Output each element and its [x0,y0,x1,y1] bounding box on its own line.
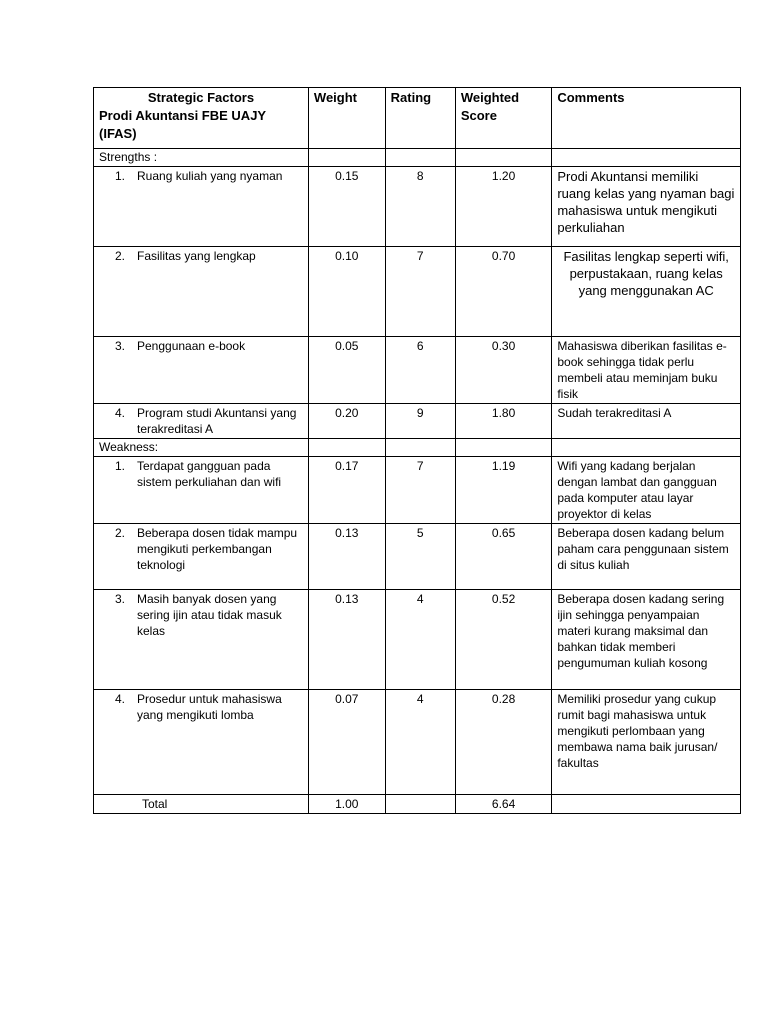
rating-value: 9 [385,404,455,439]
rating-value: 8 [385,167,455,247]
factor-text: Program studi Akuntansi yang terakreditasi A [137,406,297,436]
weakness-label: Weakness: [94,439,309,457]
factor-text: Masih banyak dosen yang sering ijin atau tidak masuk kelas [137,592,282,638]
table-row [94,247,741,337]
weakness-section-row [94,439,741,457]
header-weighted-score: Weighted Score [455,88,552,149]
table-row [94,167,741,247]
factor-cell [94,167,309,247]
comment-text: Sudah terakreditasi A [552,404,741,439]
table-row [94,404,741,439]
table-row [94,590,741,690]
header-prodi: Prodi Akuntansi FBE UAJY [99,108,267,123]
rating-value: 4 [385,590,455,690]
item-number: 1. [114,169,125,183]
comment-text: Beberapa dosen kadang sering ijin sehingga penyampaian materi kurang maksimal dan bahkan tidak memberi pengumuman kuliah kosong [552,590,741,690]
factor-text: Penggunaan e-book [137,339,246,353]
factor-text: Ruang kuliah yang nyaman [137,169,283,183]
item-number: 4. [114,406,125,420]
weight-value: 0.20 [308,404,385,439]
factor-cell [94,247,309,337]
weight-value: 0.15 [308,167,385,247]
weight-value: 0.17 [308,457,385,524]
item-number: 2. [114,249,125,263]
rating-value: 7 [385,457,455,524]
table-row [94,337,741,404]
comment-text: Wifi yang kadang berjalan dengan lambat dan gangguan pada komputer atau layar proyektor di kelas [552,457,741,524]
comment-text: Prodi Akuntansi memiliki ruang kelas yang nyaman bagi mahasiswa untuk mengikuti perkuliahan [552,167,741,247]
rating-value: 5 [385,524,455,590]
score-value: 0.30 [455,337,552,404]
score-value: 1.19 [455,457,552,524]
weight-value: 0.10 [308,247,385,337]
header-comments: Comments [552,88,741,149]
total-label: Total [94,795,309,814]
factor-text: Fasilitas yang lengkap [137,249,256,263]
ifas-table [93,87,741,814]
factor-cell [94,337,309,404]
score-value: 0.65 [455,524,552,590]
table-row [94,524,741,590]
factor-cell [94,457,309,524]
factor-cell [94,404,309,439]
factor-cell [94,690,309,795]
item-number: 3. [114,339,125,353]
factor-text: Prosedur untuk mahasiswa yang mengikuti lomba [137,692,282,722]
table-row [94,457,741,524]
header-ifas: (IFAS) [99,126,137,141]
factor-text: Beberapa dosen tidak mampu mengikuti perkembangan teknologi [137,526,298,572]
table-row [94,690,741,795]
weight-value: 0.05 [308,337,385,404]
comment-text: Beberapa dosen kadang belum paham cara penggunaan sistem di situs kuliah [552,524,741,590]
item-number: 4. [114,692,125,706]
weight-value: 0.13 [308,524,385,590]
rating-value: 4 [385,690,455,795]
weight-value: 0.07 [308,690,385,795]
strengths-label: Strengths : [94,149,309,167]
score-value: 0.52 [455,590,552,690]
factor-text: Terdapat gangguan pada sistem perkuliahan dan wifi [137,459,282,489]
score-value: 0.70 [455,247,552,337]
header-rating: Rating [385,88,455,149]
score-value: 0.28 [455,690,552,795]
weight-value: 0.13 [308,590,385,690]
total-row [94,795,741,814]
rating-value: 7 [385,247,455,337]
score-value: 1.80 [455,404,552,439]
score-value: 1.20 [455,167,552,247]
total-weight: 1.00 [308,795,385,814]
comment-text: Mahasiswa diberikan fasilitas e-book sehingga tidak perlu membeli atau meminjam buku fisik [552,337,741,404]
comment-text: Fasilitas lengkap seperti wifi, perpustakaan, ruang kelas yang menggunakan AC [552,247,741,337]
item-number: 2. [114,526,125,540]
comment-text: Memiliki prosedur yang cukup rumit bagi mahasiswa untuk mengikuti perlombaan yang membawa nama baik jurusan/ fakultas [552,690,741,795]
total-score: 6.64 [455,795,552,814]
factor-cell [94,524,309,590]
item-number: 1. [114,459,125,473]
header-weight: Weight [308,88,385,149]
item-number: 3. [114,592,125,606]
strengths-section-row [94,149,741,167]
factor-cell [94,590,309,690]
header-strategic-factors-cell [94,88,309,149]
rating-value: 6 [385,337,455,404]
header-strategic-factors: Strategic Factors [147,90,255,105]
header-row [94,88,741,149]
